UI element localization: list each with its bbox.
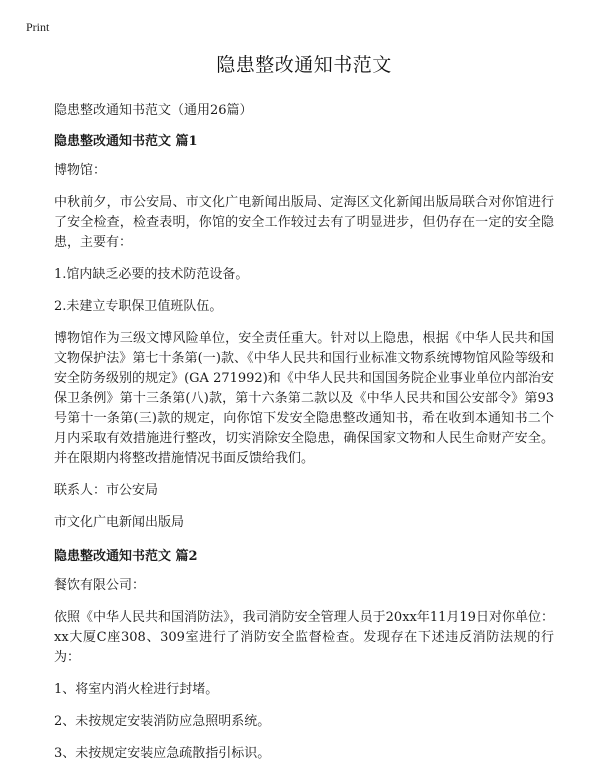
paragraph: 1、将室内消火栓进行封堵。 <box>54 682 219 697</box>
document-body <box>54 50 554 776</box>
paragraph: 3、未按规定安装应急疏散指引标识。 <box>54 746 271 761</box>
paragraph: 1.馆内缺乏必要的技术防范设备。 <box>54 267 249 282</box>
paragraph: 依照《中华人民共和国消防法》，我司消防安全管理人员于20xx年11月19日对你单位：xx大厦C座308、309室进行了消防安全监督检查。发现存在下述违反消防法规的行为： <box>54 610 554 665</box>
paragraph: 博物馆作为三级文博风险单位，安全责任重大。针对以上隐患，根据《中华人民共和国文物保护法》第七十条第(一)款、《中华人民共和国行业标准文物系统博物馆风险等级和安全防务级别的规定》(GA 271992)和《中华人民共和国国务院企业事业单位内部治安保卫条例》第十三条第(八)款，第十六条第二款以及《中华人民共和国公安部令》第93号第十一条第(三)款的规定，向你馆下发安全隐患整改通知书，希在收到本通知书二个月内采取有效措施进行整改，切实消除安全隐患，确保国家文物和人民生命财产安全。并在限期内将整改措施情况书面反馈给我们。 <box>54 331 554 466</box>
paragraph: 博物馆： <box>54 163 107 178</box>
paragraph: 2.未建立专职保卫值班队伍。 <box>54 299 223 314</box>
section-heading: 隐患整改通知书范文 篇1 <box>54 134 198 149</box>
print-label[interactable]: Print <box>26 20 50 34</box>
document-subtitle: 隐患整改通知书范文（通用26篇） <box>54 103 253 118</box>
section-1 <box>54 130 554 533</box>
paragraph: 2、未按规定安装消防应急照明系统。 <box>54 714 271 729</box>
section-heading: 隐患整改通知书范文 篇2 <box>54 549 198 564</box>
paragraph: 市文化广电新闻出版局 <box>54 515 185 530</box>
section-2 <box>54 545 554 764</box>
document-title: 隐患整改通知书范文 <box>216 54 392 76</box>
paragraph: 餐饮有限公司： <box>54 578 146 593</box>
paragraph: 联系人：市公安局 <box>54 483 159 498</box>
paragraph: 中秋前夕，市公安局、市文化广电新闻出版局、定海区文化新闻出版局联合对你馆进行了安全检查，检查表明，你馆的安全工作较过去有了明显进步，但仍存在一定的安全隐患，主要有： <box>54 195 554 250</box>
